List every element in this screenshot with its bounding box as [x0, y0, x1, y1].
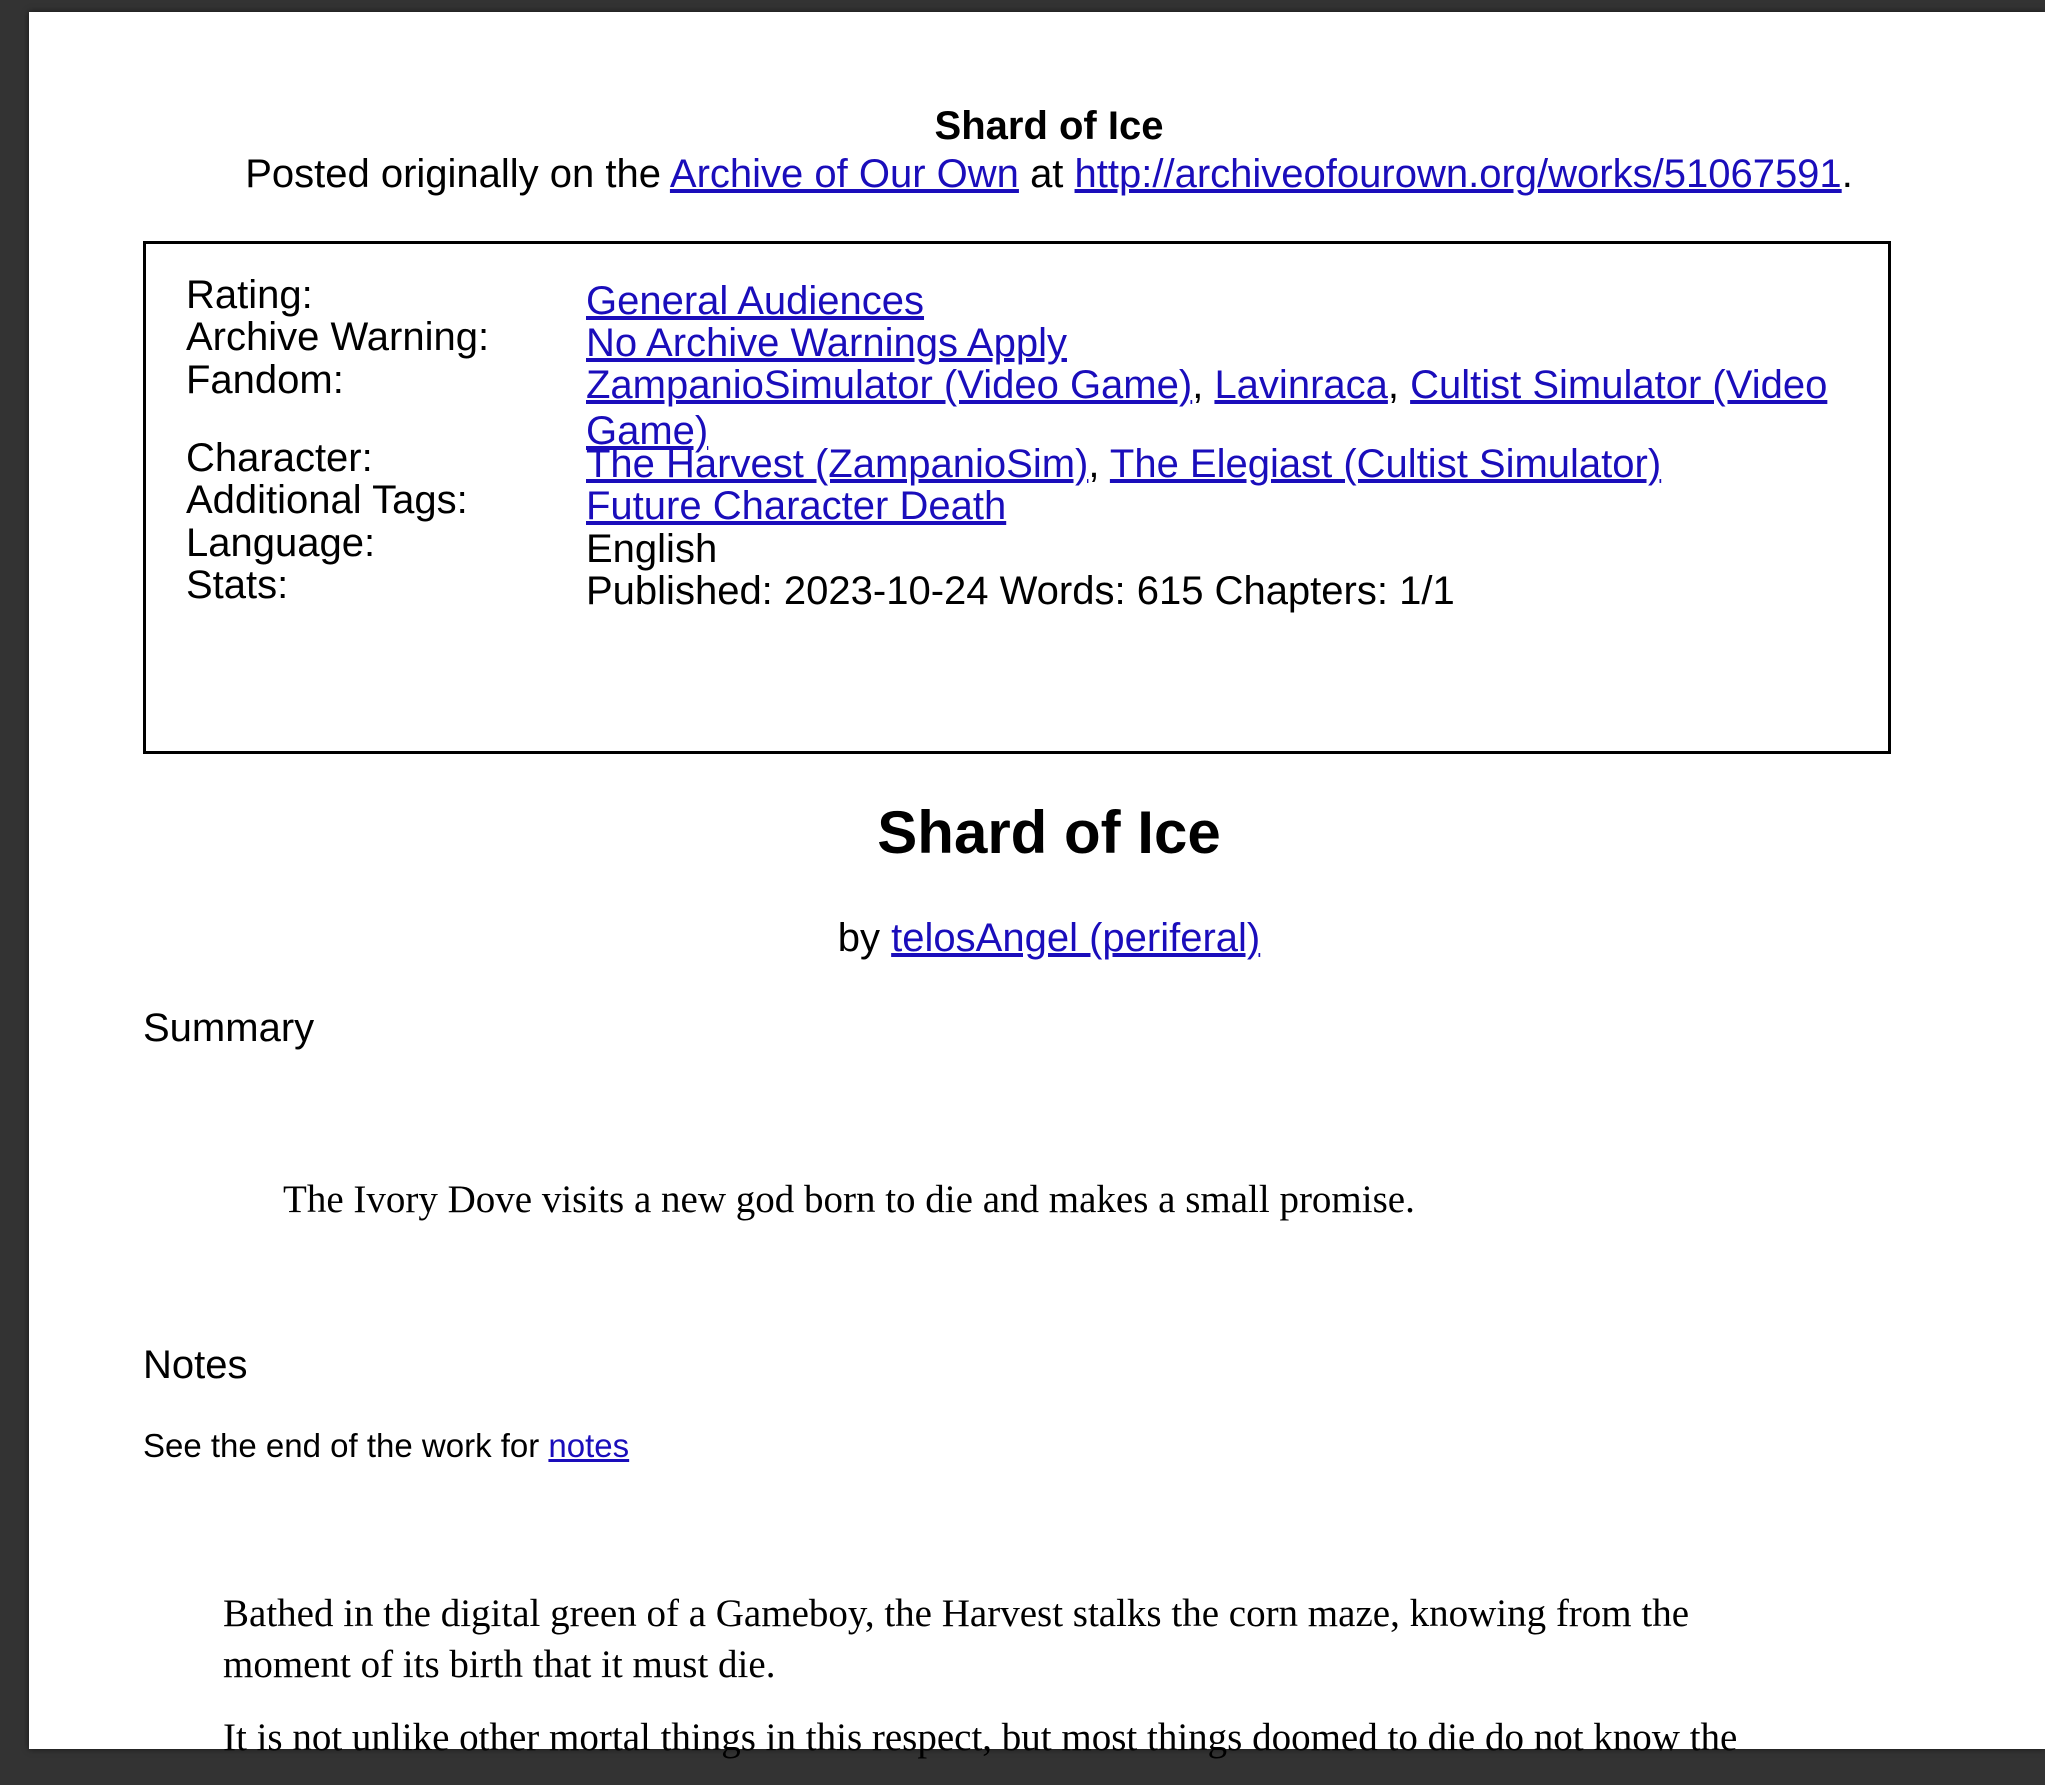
stats-label: Stats: — [186, 563, 289, 607]
rating-label: Rating: — [186, 273, 313, 317]
document-page — [29, 12, 2045, 1759]
warning-value — [586, 320, 1846, 366]
character-link-elegiast[interactable]: The Elegiast (Cultist Simulator) — [1109, 442, 1662, 486]
tags-label: Additional Tags: — [186, 478, 468, 522]
archive-link[interactable]: Archive of Our Own — [669, 152, 1019, 196]
document-header — [29, 102, 2045, 198]
author-link[interactable]: telosAngel (periferal) — [891, 916, 1261, 960]
tags-value — [586, 483, 1846, 529]
posted-at: at — [1030, 152, 1064, 196]
tag-link-future-character-death[interactable]: Future Character Death — [586, 484, 1007, 528]
language-value: English — [586, 527, 718, 571]
work-title: Shard of Ice — [877, 799, 1221, 866]
rating-value — [586, 278, 1846, 324]
notes-link[interactable]: notes — [548, 1427, 630, 1464]
character-value — [586, 441, 1846, 487]
work-url-link[interactable]: http://archiveofourown.org/works/51067591 — [1074, 152, 1842, 196]
character-label: Character: — [186, 436, 373, 480]
fandom-separator: , — [1387, 363, 1411, 407]
header-title: Shard of Ice — [934, 104, 1164, 148]
notes-heading: Notes — [143, 1343, 248, 1387]
posted-period: . — [1841, 152, 1853, 196]
summary-text: The Ivory Dove visits a new god born to die and makes a small promise. — [283, 1178, 1415, 1221]
metadata-box — [143, 241, 1891, 754]
language-label: Language: — [186, 521, 376, 565]
byline-by: by — [837, 916, 881, 960]
fandom-label: Fandom: — [186, 358, 344, 402]
story-paragraph: Bathed in the digital green of a Gameboy, the Harvest stalks the corn maze, knowing from the moment of its birth that it must die. — [223, 1592, 1690, 1686]
summary-heading: Summary — [143, 1006, 315, 1050]
story-paragraph: It is not unlike other mortal things in this respect, but most things doomed to die do not know the — [223, 1716, 1738, 1759]
fandom-separator: , — [1192, 363, 1215, 407]
character-link-harvest[interactable]: The Harvest (ZampanioSim) — [586, 442, 1089, 486]
posted-prefix: Posted originally on the — [245, 152, 662, 196]
notes-prefix: See the end of the work for — [143, 1427, 540, 1464]
stats-value: Published: 2023-10-24 Words: 615 Chapters: 1/1 — [586, 569, 1455, 613]
story-text — [223, 1588, 1823, 1785]
character-separator: , — [1088, 442, 1110, 486]
posted-line — [29, 150, 2045, 198]
warning-link[interactable]: No Archive Warnings Apply — [586, 321, 1067, 365]
fandom-link-cultist-simulator[interactable]: Cultist Simulator (Video Game) — [586, 363, 1828, 453]
fandom-link-lavinraca[interactable]: Lavinraca — [1214, 363, 1388, 407]
byline — [29, 914, 2045, 962]
warning-label: Archive Warning: — [186, 315, 490, 359]
rating-link[interactable]: General Audiences — [586, 279, 925, 323]
notes-line — [143, 1426, 629, 1466]
fandom-link-zampaniosimulator[interactable]: ZampanioSimulator (Video Game) — [586, 363, 1193, 407]
